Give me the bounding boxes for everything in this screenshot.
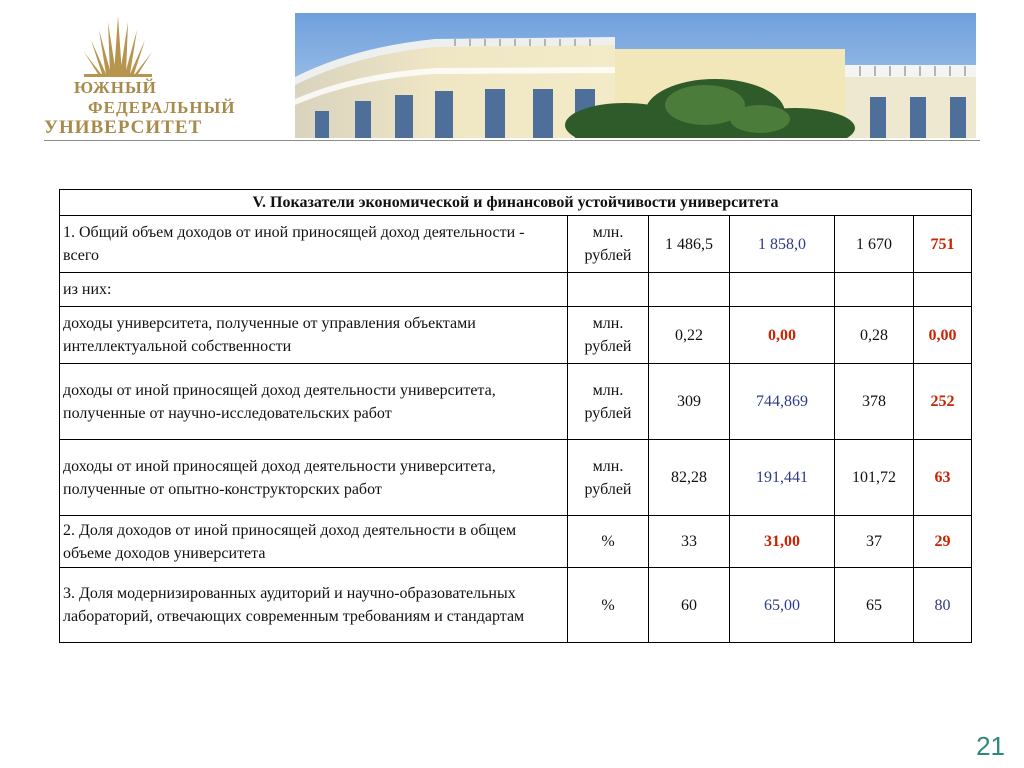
value-col-4: 80 [914,568,972,643]
value-col-2: 1 858,0 [730,216,835,273]
value-col-1: 60 [649,568,730,643]
row-unit: млн. рублей [568,216,649,273]
row-unit: млн. рублей [568,440,649,516]
row-unit: млн. рублей [568,364,649,440]
table-row [60,568,972,643]
row-name: из них: [60,273,568,307]
sun-rays-icon [78,12,158,80]
building-banner-image [295,13,976,138]
value-col-2: 191,441 [730,440,835,516]
table-title: V. Показатели экономической и финансовой устойчивости университета [60,190,972,216]
value-col-3 [835,273,914,307]
row-name: доходы от иной приносящей доход деятельности университета, полученные от научно-исследовательских работ [60,364,568,440]
value-col-4: 63 [914,440,972,516]
logo-line-3: УНИВЕРСИТЕТ [44,117,203,138]
row-name: 1. Общий объем доходов от иной приносящей доход деятельности - всего [60,216,568,273]
value-col-1: 309 [649,364,730,440]
value-col-4: 252 [914,364,972,440]
row-unit: % [568,516,649,568]
value-col-3: 65 [835,568,914,643]
table-row [60,273,972,307]
value-col-4: 29 [914,516,972,568]
value-col-2: 0,00 [730,307,835,364]
table-title-row [60,190,972,216]
logo-text [40,78,240,138]
value-col-3: 0,28 [835,307,914,364]
header-divider [44,140,980,141]
value-col-1: 33 [649,516,730,568]
row-name: доходы университета, полученные от управления объектами интеллектуальной собственности [60,307,568,364]
value-col-3: 378 [835,364,914,440]
value-col-2 [730,273,835,307]
value-col-1 [649,273,730,307]
logo-line-2: ФЕДЕРАЛЬНЫЙ [88,98,236,117]
value-col-2: 744,869 [730,364,835,440]
value-col-4: 0,00 [914,307,972,364]
value-col-1: 1 486,5 [649,216,730,273]
university-logo [40,12,240,137]
value-col-1: 82,28 [649,440,730,516]
row-name: доходы от иной приносящей доход деятельности университета, полученные от опытно-конструкторских работ [60,440,568,516]
table-row [60,216,972,273]
value-col-3: 101,72 [835,440,914,516]
row-name: 3. Доля модернизированных аудиторий и научно-образовательных лабораторий, отвечающих современным требованиям и стандартам [60,568,568,643]
value-col-2: 31,00 [730,516,835,568]
table-row [60,364,972,440]
indicators-table [59,189,972,643]
row-name: 2. Доля доходов от иной приносящей доход деятельности в общем объеме доходов университета [60,516,568,568]
row-unit [568,273,649,307]
value-col-3: 1 670 [835,216,914,273]
table-row [60,307,972,364]
value-col-1: 0,22 [649,307,730,364]
value-col-2: 65,00 [730,568,835,643]
value-col-4: 751 [914,216,972,273]
value-col-4 [914,273,972,307]
logo-line-1: ЮЖНЫЙ [74,78,157,97]
table-row [60,516,972,568]
value-col-3: 37 [835,516,914,568]
row-unit: % [568,568,649,643]
page-number: 21 [976,731,1005,761]
row-unit: млн. рублей [568,307,649,364]
table-row [60,440,972,516]
